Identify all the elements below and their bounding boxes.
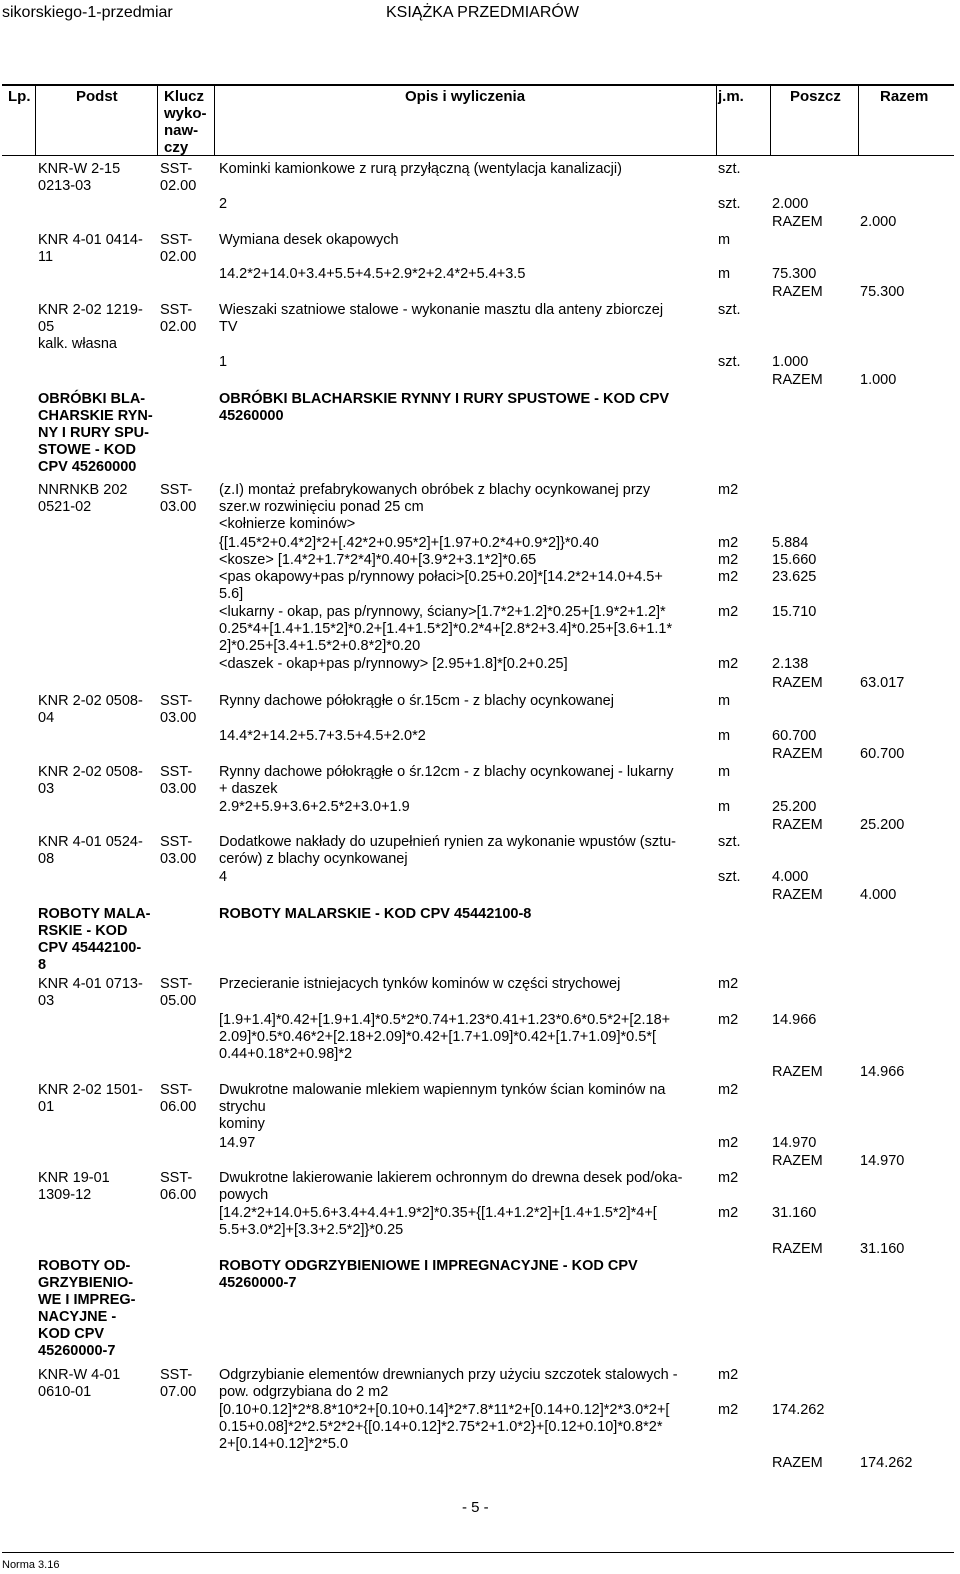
description-line: 1 (219, 354, 228, 370)
partial-quantity: 15.660 (772, 552, 817, 568)
partial-quantity: 15.710 (772, 604, 817, 620)
total-label: RAZEM (772, 214, 823, 230)
total-quantity: 31.160 (860, 1241, 905, 1257)
total-quantity: 25.200 (860, 817, 905, 833)
description-line: [0.10+0.12]*2*8.8*10*2+[0.10+0.14]*2*7.8*11*2+[0.14+0.12]*2*3.0*2+[ 0.15+0.08]*2*2.5*2*2+{[0.14+0.12]*2.75*2+1.0*2}+[0.12+0.10]*0.8*2* 2+[0.14+0.12]*2*5.0 (219, 1402, 670, 1452)
unit: szt. (718, 869, 741, 885)
basis-cell: KNR 4-01 0414- 11 (38, 232, 143, 265)
total-label: RAZEM (772, 1455, 823, 1471)
col-header-jm: j.m. (718, 88, 744, 105)
section-heading: OBRÓBKI BLACHARSKIE RYNNY I RURY SPUSTOWE - KOD CPV 45260000 (219, 391, 670, 424)
spec-code: SST- 06.00 (160, 1082, 197, 1115)
unit: m2 (718, 1082, 739, 1098)
partial-quantity: 31.160 (772, 1205, 817, 1221)
total-quantity: 60.700 (860, 746, 905, 762)
description-line: Wieszaki szatniowe stalowe - wykonanie masztu dla anteny zbiorczej TV (219, 302, 664, 335)
unit: szt. (718, 834, 741, 850)
section-heading: ROBOTY MALARSKIE - KOD CPV 45442100-8 (219, 906, 532, 922)
spec-code: SST- 06.00 (160, 1170, 197, 1203)
total-quantity: 14.966 (860, 1064, 905, 1080)
page-header-title: KSIĄŻKA PRZEDMIARÓW (386, 4, 579, 21)
unit: m2 (718, 552, 739, 568)
description-line: 14.4*2+14.2+5.7+3.5+4.5+2.0*2 (219, 728, 426, 744)
unit: m (718, 764, 731, 780)
section-heading: ROBOTY ODGRZYBIENIOWE I IMPREGNACYJNE - KOD CPV 45260000-7 (219, 1258, 638, 1291)
col-header-opis: Opis i wyliczenia (405, 88, 526, 105)
unit: m (718, 266, 731, 282)
partial-quantity: 2.000 (772, 196, 809, 212)
description-line: Dwukrotne lakierowanie lakierem ochronnym do drewna desek pod/oka- powych (219, 1170, 683, 1203)
description-line: Rynny dachowe półokrągłe o śr.12cm - z blachy ocynkowanej - lukarny + daszek (219, 764, 674, 797)
description-line: [14.2*2+14.0+5.6+3.4+4.4+1.9*2]*0.35+{[1.4+1.2*2]+[1.4+1.5*2]*4+[ 5.5+3.0*2]+[3.3+2.5*2]}*0.25 (219, 1205, 657, 1238)
partial-quantity: 75.300 (772, 266, 817, 282)
partial-quantity: 5.884 (772, 535, 809, 551)
partial-quantity: 1.000 (772, 354, 809, 370)
partial-quantity: 2.138 (772, 656, 809, 672)
header-rule-bottom (2, 155, 954, 156)
total-quantity: 63.017 (860, 675, 905, 691)
basis-cell: KNR 2-02 1219- 05 kalk. własna (38, 302, 143, 352)
total-quantity: 14.970 (860, 1153, 905, 1169)
spec-code: SST- 07.00 (160, 1367, 197, 1400)
basis-cell: KNR-W 4-01 0610-01 (38, 1367, 121, 1400)
description-line: 2.9*2+5.9+3.6+2.5*2+3.0+1.9 (219, 799, 410, 815)
header-col-divider-razem (858, 85, 859, 155)
basis-cell: NNRNKB 202 0521-02 (38, 482, 128, 515)
footer-rule (2, 1552, 954, 1553)
description-line: <kołnierze kominów> (219, 516, 356, 532)
col-header-poszcz: Poszcz (790, 88, 841, 105)
partial-quantity: 174.262 (772, 1402, 825, 1418)
unit: m2 (718, 1012, 739, 1028)
page-header-left: sikorskiego-1-przedmiar (2, 4, 173, 21)
unit: szt. (718, 161, 741, 177)
unit: m2 (718, 656, 739, 672)
unit: m2 (718, 1402, 739, 1418)
description-line: Dodatkowe nakłady do uzupełnień rynien za wykonanie wpustów (sztu- cerów) z blachy ocynkowanej (219, 834, 677, 867)
header-col-divider-poszcz (770, 85, 771, 155)
description-line: Wymiana desek okapowych (219, 232, 399, 248)
description-line: Przecieranie istniejacych tynków kominów w części strychowej (219, 976, 621, 992)
basis-cell: KNR-W 2-15 0213-03 (38, 161, 121, 194)
unit: m2 (718, 604, 739, 620)
total-label: RAZEM (772, 817, 823, 833)
total-label: RAZEM (772, 675, 823, 691)
spec-code: SST- 02.00 (160, 302, 197, 335)
description-line: <kosze> [1.4*2+1.7*2*4]*0.40+[3.9*2+3.1*2]*0.65 (219, 552, 537, 568)
description-line: Kominki kamionkowe z rurą przyłączną (wentylacja kanalizacji) (219, 161, 622, 177)
header-col-divider-klucz (157, 85, 158, 155)
col-header-razem: Razem (880, 88, 929, 105)
software-version: Norma 3.16 (2, 1559, 60, 1571)
description-line: Rynny dachowe półokrągłe o śr.15cm - z blachy ocynkowanej (219, 693, 614, 709)
basis-cell: KNR 2-02 0508- 03 (38, 764, 143, 797)
spec-code: SST- 03.00 (160, 693, 197, 726)
total-label: RAZEM (772, 372, 823, 388)
unit: m (718, 232, 731, 248)
partial-quantity: 25.200 (772, 799, 817, 815)
unit: m (718, 799, 731, 815)
spec-code: SST- 05.00 (160, 976, 197, 1009)
total-label: RAZEM (772, 746, 823, 762)
unit: m2 (718, 535, 739, 551)
section-title: ROBOTY MALA- RSKIE - KOD CPV 45442100- 8 (38, 906, 151, 973)
section-title: ROBOTY OD- GRZYBIENIO- WE I IMPREG- NACYJNE - KOD CPV 45260000-7 (38, 1258, 136, 1359)
description-line: Dwukrotne malowanie mlekiem wapiennym tynków ścian kominów na strychu kominy (219, 1082, 666, 1132)
description-line: Odgrzybianie elementów drewnianych przy użyciu szczotek stalowych - pow. odgrzybiana do 2 m2 (219, 1367, 678, 1400)
total-label: RAZEM (772, 887, 823, 903)
unit: m (718, 693, 731, 709)
partial-quantity: 14.970 (772, 1135, 817, 1151)
description-line: (z.I) montaż prefabrykowanych obróbek z blachy ocynkowanej przy szer.w rozwinięciu ponad 25 cm (219, 482, 651, 515)
description-line: <lukarny - okap, pas p/rynnowy, ściany>[1.7*2+1.2]*0.25+[1.9*2+1.2]* 0.25*4+[1.4+1.15*2]*0.2+[1.4+1.5*2]*0.2*4+[2.8*2+3.4]*0.25+[3.6+1.1* 2]*0.25+[3.4+1.5*2+0.8*2]*0.20 (219, 604, 673, 654)
total-label: RAZEM (772, 1064, 823, 1080)
basis-cell: KNR 4-01 0713- 03 (38, 976, 143, 1009)
unit: m2 (718, 976, 739, 992)
unit: m2 (718, 569, 739, 585)
total-quantity: 75.300 (860, 284, 905, 300)
unit: m2 (718, 1367, 739, 1383)
unit: m2 (718, 1205, 739, 1221)
total-quantity: 4.000 (860, 887, 897, 903)
basis-cell: KNR 4-01 0524- 08 (38, 834, 143, 867)
unit: m2 (718, 1170, 739, 1186)
header-col-divider-jm (716, 85, 717, 155)
spec-code: SST- 03.00 (160, 834, 197, 867)
header-rule-top (2, 84, 954, 86)
spec-code: SST- 03.00 (160, 764, 197, 797)
basis-cell: KNR 2-02 0508- 04 (38, 693, 143, 726)
section-title: OBRÓBKI BLA- CHARSKIE RYN- NY I RURY SPU- STOWE - KOD CPV 45260000 (38, 391, 153, 475)
partial-quantity: 23.625 (772, 569, 817, 585)
description-line: 14.97 (219, 1135, 256, 1151)
partial-quantity: 60.700 (772, 728, 817, 744)
unit: szt. (718, 302, 741, 318)
description-line: 4 (219, 869, 228, 885)
unit: szt. (718, 354, 741, 370)
description-line: <daszek - okap+pas p/rynnowy> [2.95+1.8]*[0.2+0.25] (219, 656, 568, 672)
header-col-divider-opis (214, 85, 215, 155)
total-label: RAZEM (772, 1153, 823, 1169)
description-line: <pas okapowy+pas p/rynnowy połaci>[0.25+0.20]*[14.2*2+14.0+4.5+ 5.6] (219, 569, 663, 602)
unit: m (718, 728, 731, 744)
total-quantity: 2.000 (860, 214, 897, 230)
description-line: 14.2*2+14.0+3.4+5.5+4.5+2.9*2+2.4*2+5.4+3.5 (219, 266, 526, 282)
partial-quantity: 14.966 (772, 1012, 817, 1028)
total-quantity: 1.000 (860, 372, 897, 388)
total-label: RAZEM (772, 1241, 823, 1257)
spec-code: SST- 02.00 (160, 161, 197, 194)
unit: szt. (718, 196, 741, 212)
spec-code: SST- 03.00 (160, 482, 197, 515)
description-line: {[1.45*2+0.4*2]*2+[.42*2+0.95*2]+[1.97+0.2*4+0.9*2]}*0.40 (219, 535, 599, 551)
total-label: RAZEM (772, 284, 823, 300)
header-col-divider-podst (35, 85, 36, 155)
col-header-klucz: Klucz wyko- naw- czy (164, 88, 207, 156)
basis-cell: KNR 19-01 1309-12 (38, 1170, 110, 1203)
unit: m2 (718, 1135, 739, 1151)
partial-quantity: 4.000 (772, 869, 809, 885)
spec-code: SST- 02.00 (160, 232, 197, 265)
unit: m2 (718, 482, 739, 498)
basis-cell: KNR 2-02 1501- 01 (38, 1082, 143, 1115)
col-header-lp: Lp. (8, 88, 31, 105)
total-quantity: 174.262 (860, 1455, 913, 1471)
description-line: [1.9+1.4]*0.42+[1.9+1.4]*0.5*2*0.74+1.23*0.41+1.23*0.6*0.5*2+[2.18+ 2.09]*0.5*0.46*2+[2.18+2.09]*0.42+[1.7+1.09]*0.42+[1.7+1.09]*0.5*[ 0.44+0.18*2+0.98]*2 (219, 1012, 671, 1062)
description-line: 2 (219, 196, 228, 212)
col-header-podst: Podst (76, 88, 118, 105)
page-number: - 5 - (462, 1499, 489, 1516)
